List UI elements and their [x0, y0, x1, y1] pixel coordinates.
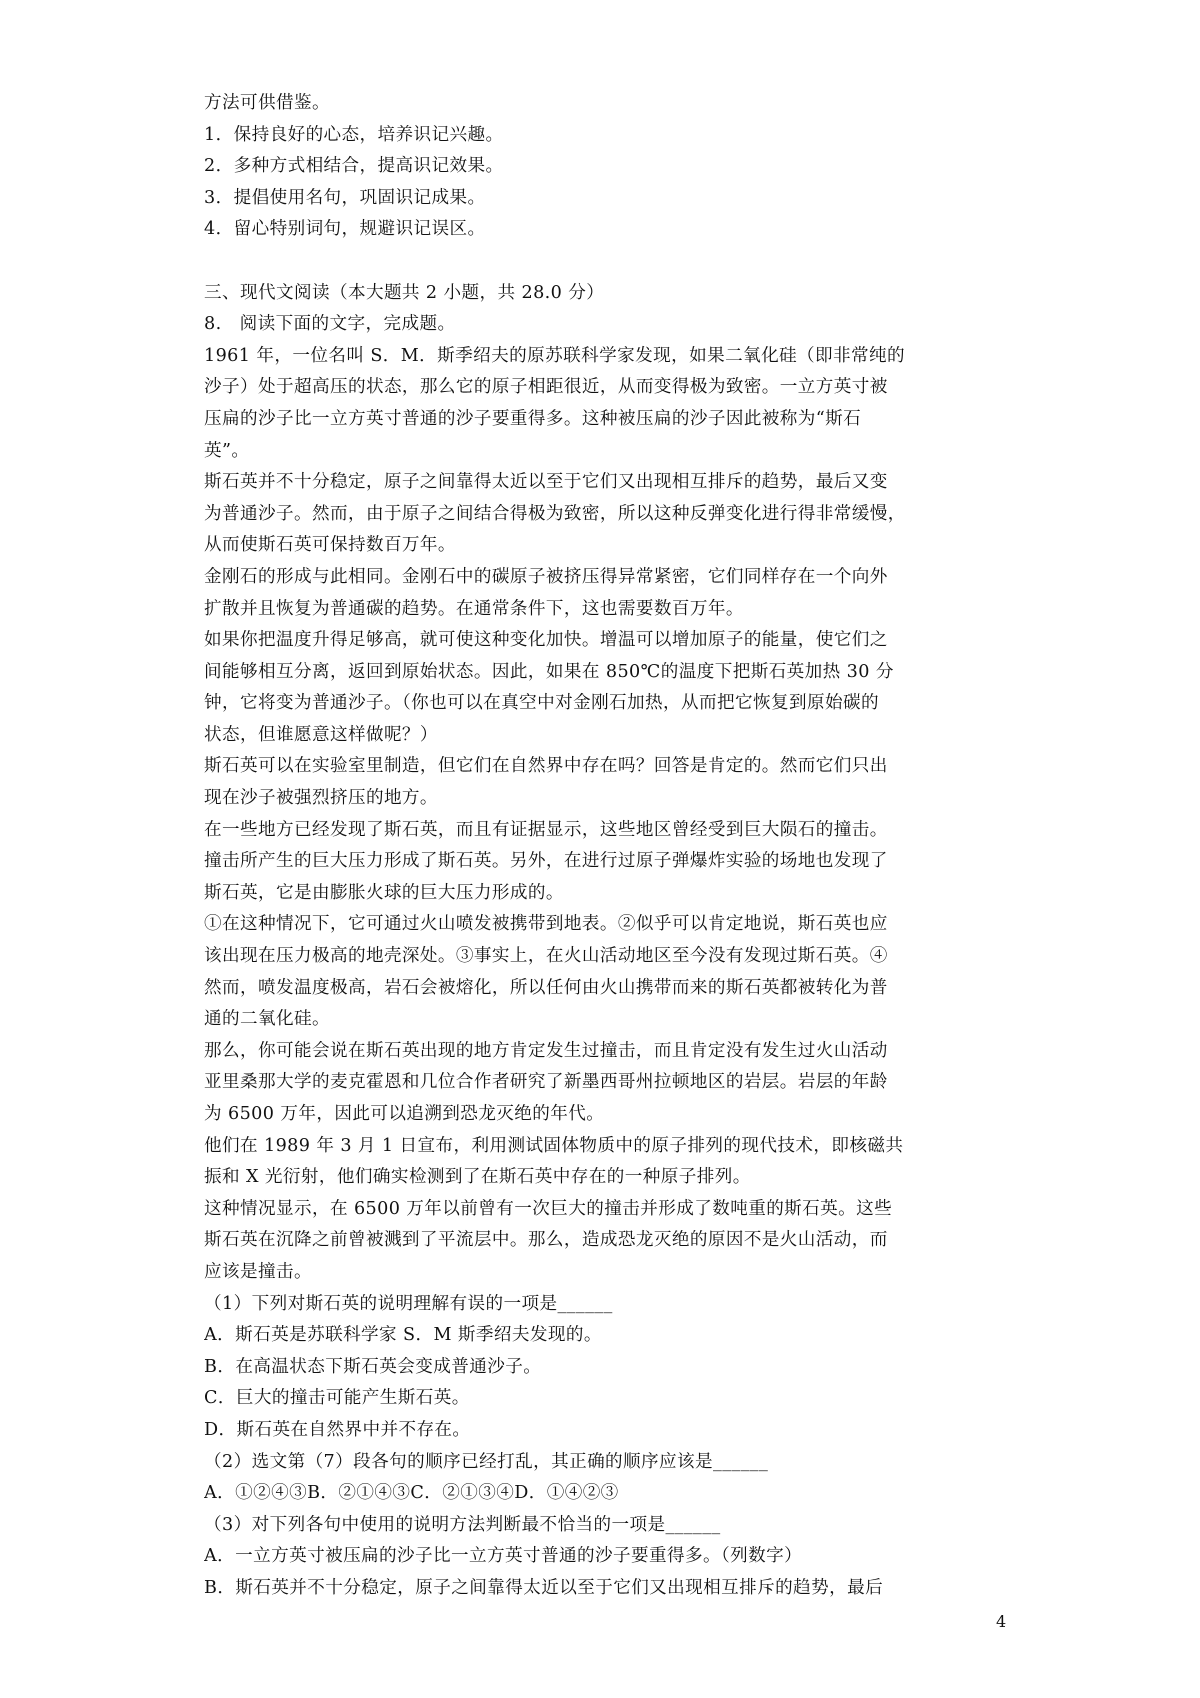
text-line: 振和 X 光衍射，他们确实检测到了在斯石英中存在的一种原子排列。 [204, 1167, 751, 1188]
text-line: （1）下列对斯石英的说明理解有误的一项是______ [204, 1293, 613, 1314]
text-line: （3）对下列各句中使用的说明方法判断最不恰当的一项是______ [204, 1514, 721, 1535]
text-line: （2）选文第（7）段各句的顺序已经打乱，其正确的顺序应该是______ [204, 1451, 769, 1472]
text-line: 斯石英可以在实验室里制造，但它们在自然界中存在吗？回答是肯定的。然而它们只出 [204, 756, 888, 777]
text-line: 沙子）处于超高压的状态，那么它的原子相距很近，从而变得极为致密。一立方英寸被 [204, 377, 888, 398]
text-line: 8. 阅读下面的文字，完成题。 [204, 314, 456, 335]
text-line: 为 6500 万年，因此可以追溯到恐龙灭绝的年代。 [204, 1104, 605, 1124]
text-line: 亚里桑那大学的麦克霍恩和几位合作者研究了新墨西哥州拉顿地区的岩层。岩层的年龄 [204, 1072, 888, 1093]
text-line: 应该是撞击。 [204, 1261, 312, 1282]
text-line: 4．留心特别词句，规避识记误区。 [204, 219, 486, 240]
text-line: 扩散并且恢复为普通碳的趋势。在通常条件下，这也需要数百万年。 [204, 598, 744, 619]
text-line: 斯石英，它是由膨胀火球的巨大压力形成的。 [204, 882, 564, 903]
text-line: 然而，喷发温度极高，岩石会被熔化，所以任何由火山携带而来的斯石英都被转化为普 [204, 977, 888, 998]
text-line: 从而使斯石英可保持数百万年。 [204, 535, 456, 556]
blank-line [204, 246, 1008, 278]
text-line: 斯石英在沉降之前曾被溅到了平流层中。那么，造成恐龙灭绝的原因不是火山活动，而 [204, 1230, 888, 1251]
text-line: 在一些地方已经发现了斯石英，而且有证据显示，这些地区曾经受到巨大陨石的撞击。 [204, 819, 888, 840]
text-line: 3．提倡使用名句，巩固识记成果。 [204, 187, 486, 208]
page-number: 4 [996, 1612, 1007, 1631]
text-line: 1961 年，一位名叫 S．M．斯季绍夫的原苏联科学家发现，如果二氧化硅（即非常纯的 [204, 345, 906, 366]
text-line: 那么，你可能会说在斯石英出现的地方肯定发生过撞击，而且肯定没有发生过火山活动 [204, 1040, 888, 1061]
text-line: A．①②④③B．②①④③C．②①③④D．①④②③ [204, 1483, 619, 1504]
text-line: 为普通沙子。然而，由于原子之间结合得极为致密，所以这种反弹变化进行得非常缓慢， [204, 503, 906, 524]
text-line: 现在沙子被强烈挤压的地方。 [204, 788, 438, 809]
text-line: 金刚石的形成与此相同。金刚石中的碳原子被挤压得异常紧密，它们同样存在一个向外 [204, 566, 888, 587]
text-line: 1．保持良好的心态，培养识记兴趣。 [204, 124, 504, 145]
text-line: 方法可供借鉴。 [204, 93, 330, 113]
text-line: 斯石英并不十分稳定，原子之间靠得太近以至于它们又出现相互排斥的趋势，最后又变 [204, 472, 888, 493]
text-line: A．斯石英是苏联科学家 S．M 斯季绍夫发现的。 [204, 1325, 602, 1346]
document-body [204, 88, 1008, 1605]
text-line: 这种情况显示，在 6500 万年以前曾有一次巨大的撞击并形成了数吨重的斯石英。这些 [204, 1198, 893, 1219]
text-line: 2．多种方式相结合，提高识记效果。 [204, 156, 504, 177]
text-line: ①在这种情况下，它可通过火山喷发被携带到地表。②似乎可以肯定地说，斯石英也应 [204, 914, 888, 935]
text-line: 三、现代文阅读（本大题共 2 小题，共 28.0 分） [204, 282, 605, 303]
text-line: 他们在 1989 年 3 月 1 日宣布，利用测试固体物质中的原子排列的现代技术，即核磁共 [204, 1135, 904, 1156]
text-line: 如果你把温度升得足够高，就可使这种变化加快。增温可以增加原子的能量，使它们之 [204, 630, 888, 651]
text-line: 钟，它将变为普通沙子。（你也可以在真空中对金刚石加热，从而把它恢复到原始碳的 [204, 693, 879, 714]
text-line: C．巨大的撞击可能产生斯石英。 [204, 1388, 470, 1409]
text-line: 压扁的沙子比一立方英寸普通的沙子要重得多。这种被压扁的沙子因此被称为“斯石 [204, 408, 862, 429]
text-line: B．在高温状态下斯石英会变成普通沙子。 [204, 1356, 542, 1377]
text-line: 间能够相互分离，返回到原始状态。因此，如果在 850℃的温度下把斯石英加热 30 分 [204, 661, 894, 682]
text-line: 该出现在压力极高的地壳深处。③事实上，在火山活动地区至今没有发现过斯石英。④ [204, 946, 888, 967]
text-line: 通的二氧化硅。 [204, 1009, 330, 1030]
text-line: D．斯石英在自然界中并不存在。 [204, 1419, 471, 1440]
text-line: A．一立方英寸被压扁的沙子比一立方英寸普通的沙子要重得多。（列数字） [204, 1546, 803, 1567]
text-line: 状态，但谁愿意这样做呢？） [204, 724, 438, 745]
text-line: B．斯石英并不十分稳定，原子之间靠得太近以至于它们又出现相互排斥的趋势，最后 [204, 1577, 884, 1598]
text-line: 英”。 [204, 440, 250, 461]
text-line: 撞击所产生的巨大压力形成了斯石英。另外，在进行过原子弹爆炸实验的场地也发现了 [204, 851, 888, 872]
